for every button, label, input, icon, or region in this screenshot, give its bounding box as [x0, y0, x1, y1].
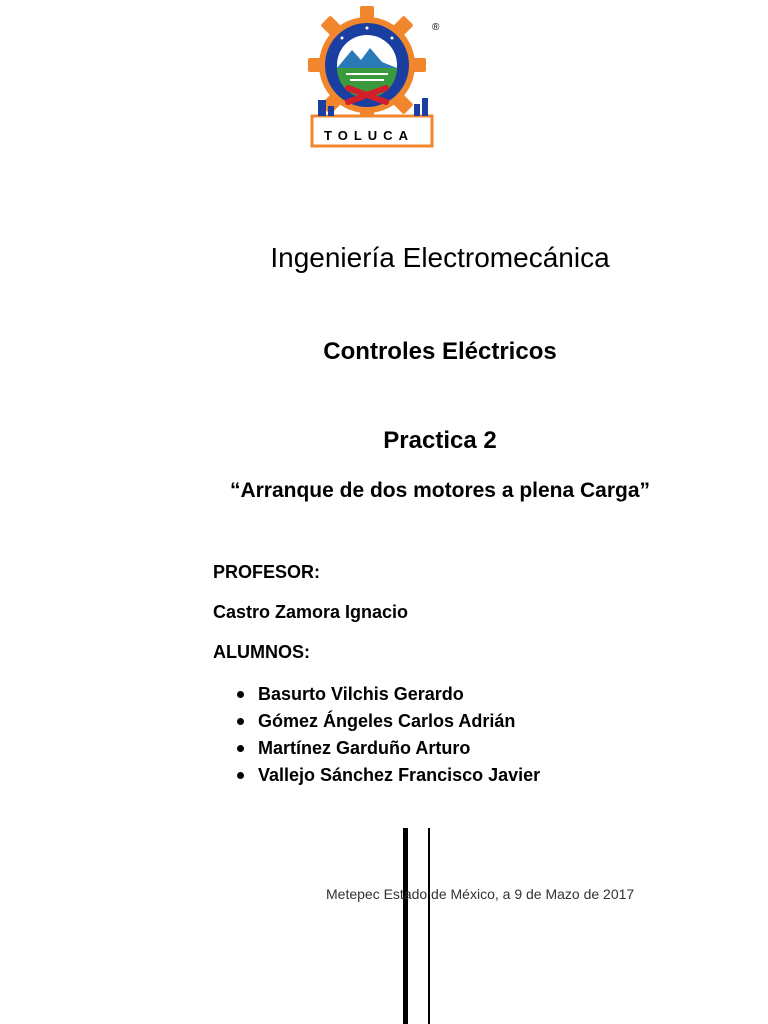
- place-and-date: Metepec Estado de México, a 9 de Mazo de 2017: [326, 886, 635, 902]
- list-item: [236, 684, 540, 711]
- bullet-icon: [237, 718, 244, 725]
- institute-logo: [306, 4, 446, 150]
- bullet-icon: [237, 691, 244, 698]
- logo-wordmark: TOLUCA: [324, 128, 414, 143]
- student-name: Vallejo Sánchez Francisco Javier: [258, 765, 541, 785]
- list-item: [236, 711, 540, 738]
- practice-title: “Arranque de dos motores a plena Carga”: [229, 479, 651, 502]
- career-title: Ingeniería Electromecánica: [270, 242, 610, 273]
- student-name: Basurto Vilchis Gerardo: [258, 684, 464, 704]
- students-label: ALUMNOS:: [213, 642, 310, 662]
- bullet-icon: [237, 772, 244, 779]
- student-name: Gómez Ángeles Carlos Adrián: [258, 711, 516, 731]
- decorative-bar-thick: [403, 828, 408, 1024]
- decorative-bar-thin: [428, 828, 430, 1024]
- registered-mark: ®: [432, 22, 440, 33]
- list-item: [236, 738, 540, 765]
- professor-label: PROFESOR:: [213, 562, 321, 582]
- professor-name: Castro Zamora Ignacio: [213, 602, 409, 622]
- student-name: Martínez Garduño Arturo: [258, 738, 471, 758]
- subject-title: Controles Eléctricos: [323, 338, 557, 365]
- student-list: [236, 684, 540, 792]
- bullet-icon: [237, 745, 244, 752]
- practice-number: Practica 2: [383, 427, 497, 454]
- list-item: [236, 765, 540, 792]
